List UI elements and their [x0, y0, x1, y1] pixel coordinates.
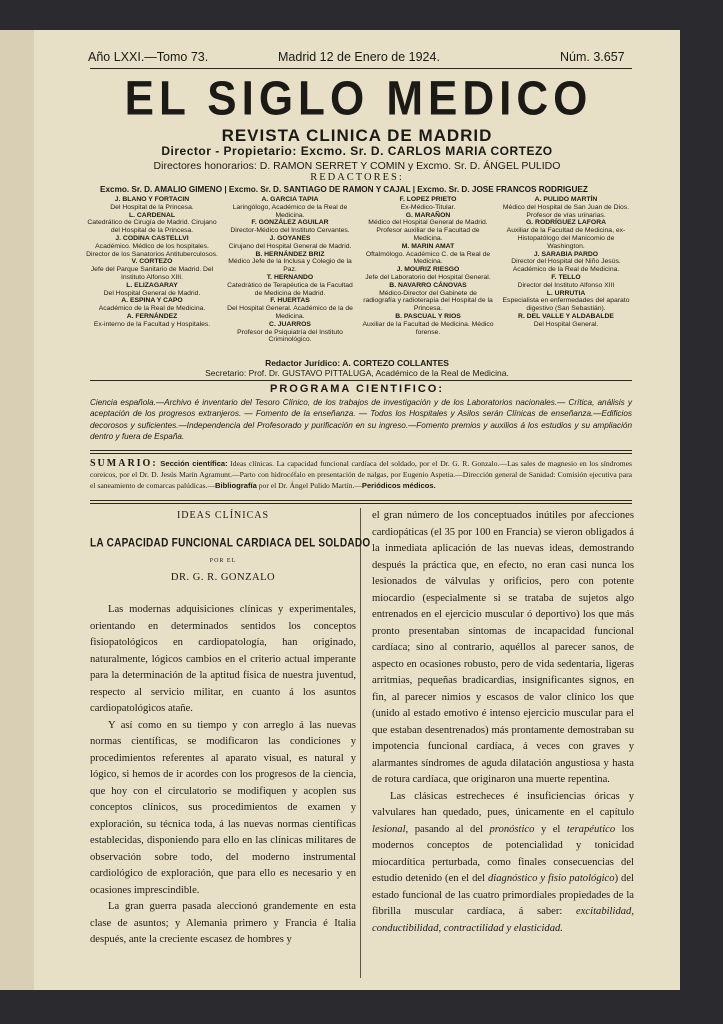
editor-name: M. MARIN AMAT [401, 242, 455, 250]
article-paragraph: Las modernas adquisiciones clínicas y experimentales, orientando en determinados sentidos los conceptos fisiopatológicos en cardiopatología, han originado, naturalmente, lógicos cambios en el criterio actual imperante para la determinación de la aptitud física de nuestra juventud, respecto al servicio militar, en cuanto á los asuntos cardiopatológicos atañe. [90, 604, 356, 714]
editor-desc: Especialista en enfermedades del aparato digestivo (San Sebastián). [502, 297, 630, 313]
editor-name: A. PULIDO MARTÍN [534, 196, 598, 203]
editor-name: J. CODINA CASTELLVI [115, 234, 189, 242]
text-run: Las clásicas estrecheces é insuficiencias óricas y valvulares han quedado, pues, únicamente en el capítulo [372, 790, 634, 818]
editor-name: F. GONZÁLEZ AGUILAR [251, 219, 329, 227]
editor-desc: Profesor de Psiquiatría del Instituto Criminológico. [237, 328, 343, 344]
editor-desc: Ex-Médico-Titular. [400, 203, 456, 211]
summary-section: Sección científica: [160, 459, 228, 468]
editor-desc: Del Hospital de la Princesa. [110, 203, 194, 211]
editor-name: G. RODRÍGUEZ LAFORA [525, 219, 607, 227]
editor-name: J. BLANO Y FORTACIN [114, 196, 190, 203]
article-byline-prefix: POR EL [209, 558, 237, 564]
text-run: y el [534, 823, 567, 835]
editor-name: F. HUERTAS [270, 297, 310, 305]
editor-desc: Director del Instituto Alfonso XIII [517, 281, 615, 289]
summary-label: SUMARIO: [90, 458, 158, 469]
text-run-italic: pronóstico [489, 823, 535, 835]
text-run-italic: excitabilidad, conductibilidad, contractilidad y elasticidad. [372, 906, 634, 934]
editor-desc: Ex-interno de la Facultad y Hospitales. [93, 320, 211, 328]
article-paragraph: el gran número de los conceptuados inútiles por afecciones cardiopáticas (el 35 por 100 en Francia) se vieron obligados á la inmediata aplicación de las nuevas ideas, demostrando después la práctica que, en efecto, no eran casi nunca los lesionados de válvulas y orificios, pero con potente miocardio (especialmente si se trataba de sujetos algo entrenados en el ejercicio muscular ó deportivo) los que más pronto presentaban síntomas de incapacidad funcional cardíaca; sino al contrario, aquéllos al parecer sanos, de aspecto en ocasiones robusto, pero de vida sedentaria, ligeras arritmias, pequeñas bradicardias, insignificantes signos, en fin, al parecer nimios y escasos de valor clínico los que (unido al estado emotivo é intenso ejercicio muscular para el que estaban desentrenados) más prontamente demostraban su impotencia funcional cardíaca, á veces con graves y alarmantes síndromes de aguda dilatación angustiosa y hasta de rotura cardíaca, que originaron una muerte repentina. [372, 510, 634, 785]
article-paragraph: La gran guerra pasada aleccionó grandemente en esta clase de asuntos; y Alemania primero y Francia é Italia después, ante la creciente escasez de hombres y [90, 901, 356, 945]
editor-name: T. HERNANDO [266, 273, 314, 281]
summary-text-2: por el Dr. Ángel Pulido Martín.— [256, 481, 362, 490]
article-title: LA CAPACIDAD FUNCIONAL CARDIACA DEL SOLDADO [90, 536, 371, 551]
director-line: Director - Propietario: Excmo. Sr. D. CARLOS MARIA CORTEZO [161, 144, 553, 158]
honorary-directors: Directores honorarios: D. RAMON SERRET Y COMIN y Excmo. Sr. D. ÁNGEL PULIDO [153, 160, 561, 172]
adjacent-page-edge [0, 30, 36, 990]
journal-subtitle: REVISTA CLINICA DE MADRID [221, 126, 493, 145]
program-rule-top [90, 380, 632, 381]
editor-desc: Médico Jefe de la Inclusa y Colegio de la Paz. [228, 258, 352, 274]
summary-bibliography: Bibliografía [215, 481, 257, 490]
summary-periodicals: Periódicos médicos. [361, 481, 436, 490]
editor-name: B. NAVARRO CÁNOVAS [389, 281, 467, 289]
editor-name: B. HERNÁNDEZ BRIZ [255, 250, 325, 258]
program-title: PROGRAMA CIENTIFICO: [269, 383, 445, 395]
editor-desc: Del Hospital General de Madrid. [103, 289, 201, 297]
editor-desc: Laringólogo, Académico de la Real de Medicina. [232, 203, 348, 219]
editor-name: L. ELIZAGARAY [126, 281, 178, 289]
editor-desc: Auxiliar de la Facultad de Medicina. Médico forense. [362, 320, 494, 336]
editor-desc: Jefe del Laboratorio del Hospital General. [365, 273, 491, 281]
editor-desc: Académico. Médico de los hospitales. Director de los Sanatorios Antituberculosos. [86, 242, 218, 258]
article-right-column [372, 508, 634, 937]
article-section-label: IDEAS CLÍNICAS [176, 510, 270, 521]
article-left-column [90, 602, 356, 949]
editor-name: L. URRUTIA [546, 289, 586, 297]
editor-name: C. JUARROS [269, 320, 311, 328]
editor-name: R. DEL VALLE Y ALDABALDE [518, 312, 614, 320]
article-paragraph [372, 789, 634, 938]
issue-date: Madrid 12 de Enero de 1924. [278, 50, 440, 64]
editors-column-4 [500, 196, 632, 329]
issue-number: Núm. 3.657 [560, 50, 625, 64]
editor-desc: Académico de la Real de Medicina. [98, 305, 206, 313]
editor-name: J. MOURIZ RIESGO [396, 266, 460, 274]
article-author: DR. G. R. GONZALO [170, 572, 276, 583]
editor-desc: Director-Médico del Instituto Cervantes. [230, 227, 350, 235]
editor-name: A. GARCIA TAPIA [261, 196, 319, 203]
editor-name: A. ESPINA Y CAPO [121, 297, 183, 305]
text-run: , pasando al del [405, 823, 490, 835]
senior-editors: Excmo. Sr. D. AMALIO GIMENO | Excmo. Sr. D. SANTIAGO DE RAMON Y CAJAL | Excmo. Sr. D. JOSE FRANCOS RODRIGUEZ [100, 185, 588, 194]
editors-column-3 [362, 196, 494, 336]
editor-name: J. SARABIA PARDO [533, 250, 599, 258]
column-divider [360, 508, 361, 978]
editor-desc: Cirujano del Hospital General de Madrid. [228, 242, 352, 250]
editor-desc: Médico-Director del Gabinete de radiografía y radioterapia del Hospital de la Princesa. [363, 289, 493, 313]
editors-column-2 [224, 196, 356, 344]
editor-desc: Director del Hospital del Niño Jesús. Académico de la Real de Medicina. [511, 258, 621, 274]
text-run: ) del estado funcional de las cuatro primordiales propiedades de la fibrilla muscular cardíaca, á saber: [372, 873, 634, 917]
editor-name: A. FERNÁNDEZ [126, 312, 178, 320]
text-run: los modernos conceptos de potencialidad y tonicidad miocardítica perturbada, como finales consecuencias del estudio detenido (en el del [372, 823, 635, 884]
editor-desc: Jefe del Parque Sanitario de Madrid. Del Instituto Alfonso XIII. [90, 266, 214, 281]
summary [90, 458, 632, 491]
journal-page [34, 30, 680, 990]
summary-rule-2 [90, 503, 632, 504]
editor-desc: Del Hospital General. [533, 320, 599, 328]
summary-text: Ideas clínicas. La capacidad funcional cardíaca del soldado, por el Dr. G. R. Gonzalo.—Las sales de magnesio en los síndromes coreicos, por el Dr. D. Jesús Marín Agramunt.—Parto con hidrocéfalo en presentación de nalgas, por Eugenio Aspetia.—Dirección general de Sanidad: Comisión ejecutiva para el saneamiento de comarcas palúdicas.— [90, 459, 632, 490]
volume-info: Año LXXI.—Tomo 73. [88, 50, 209, 64]
header-rule [90, 68, 632, 69]
editor-desc: Médico del Hospital de San Juan de Dios. Profesor de vías urinarias. [502, 203, 630, 219]
text-run-italic: lesional [372, 823, 406, 835]
editors-label: REDACTORES: [310, 172, 404, 183]
program-text: Ciencia española.—Archivo é inventario del Tesoro Clínico, de los trabajos de investigación y de los Laboratorios nacionales.— Crítica, análisis y aceptación de los progresos extranjeros. — Fomento de la enseñanza. — Todos los Hospitales y Asilos serán Clínicas de enseñanza.—Edificios decorosos y suficientes.—Independencia del Profesorado y purificación en su ingreso.—Fomento premios y auxilios á los estudios y su ampliación dentro y fuera de España. [90, 398, 632, 442]
program-rule-bottom [90, 450, 632, 451]
summary-rule [90, 500, 632, 501]
editor-desc: Médico del Hospital General de Madrid. Profesor auxiliar de la Facultad de Medicina. [368, 219, 488, 242]
secretary: Secretario: Prof. Dr. GUSTAVO PITTALUGA, Académico de la Real de Medicina. [205, 368, 509, 378]
editor-name: L. CARDENAL [128, 211, 176, 219]
editors-column-1 [86, 196, 218, 329]
editor-name: V. CORTEZO [131, 258, 173, 266]
editor-desc: Del Hospital General. Académico de la de Medicina. [227, 305, 353, 320]
editor-name: G. MARAÑON [405, 211, 451, 219]
editor-desc: Catedrático de Terapéutica de la Facultad de Medicina de Madrid. [227, 281, 353, 297]
editor-name: B. PASCUAL Y RIOS [395, 312, 461, 320]
editor-desc: Oftalmólogo. Académico C. de la Real de Medicina. [365, 250, 491, 266]
editor-name: J. GOYANES [269, 234, 311, 242]
editor-desc: Auxiliar de la Facultad de Medicina, ex-Histopatólogo del Manicomio de Washington. [506, 227, 626, 250]
legal-editor: Redactor Jurídico: A. CORTEZO COLLANTES [265, 358, 449, 368]
editor-name: F. LOPEZ PRIETO [399, 196, 457, 203]
program-rule-bottom-2 [90, 453, 632, 454]
article-paragraph: Y así como en su tiempo y con arreglo á las nuevas normas científicas, se modificaron las condiciones y procedimientos referentes al aparato visual, es natural y lógico, si hemos de ir acordes con los progresos de la ciencia, que hoy con el circulatorio se modifiquen y acoplen sus conceptos clínicos, sus procedimientos de examen y exploración, su técnica toda, á las nuevas normas científicas establecidas, disponiendo para ello en las clínicas militares de observación sobre todo, del moderno instrumental cardiológico de exploración, que para ello es necesario y en ocasiones imprescindible. [90, 719, 356, 896]
editor-name: F. TELLO [551, 273, 581, 281]
editor-desc: Catedrático de Cirugía de Madrid. Cirujano del Hospital de la Princesa. [87, 219, 217, 235]
text-run-italic: terapéutico [566, 823, 616, 835]
journal-title: EL SIGLO MEDICO [124, 71, 593, 126]
text-run-italic: diagnóstico y fisio patológico [487, 873, 615, 884]
